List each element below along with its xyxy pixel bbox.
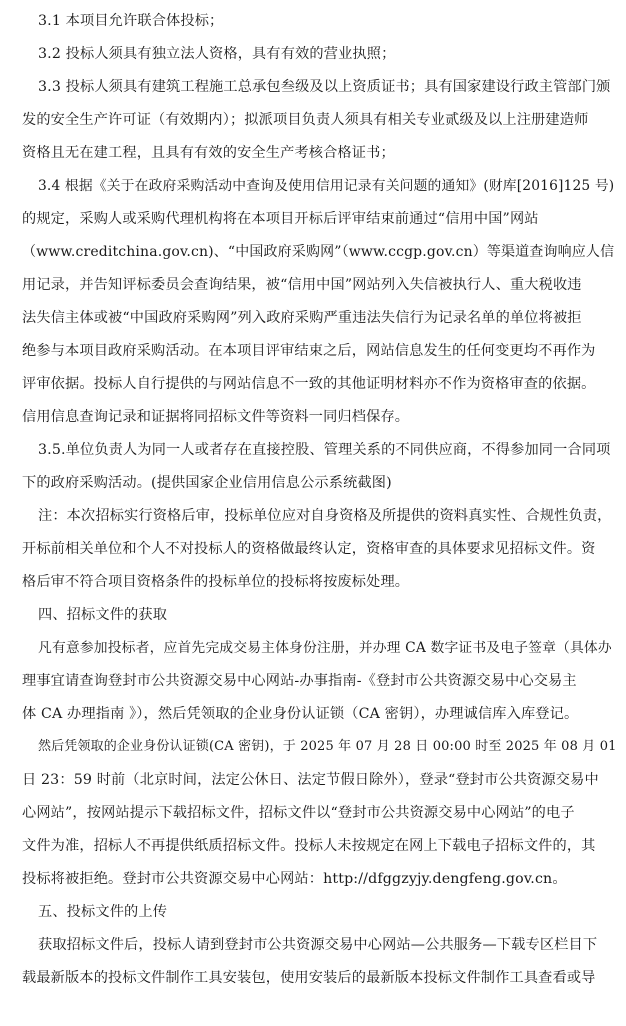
section-4-para-2-line-5: 投标将被拒绝。登封市公共资源交易中心网站：http://dfggzyjy.dengfeng.gov.cn。: [22, 871, 567, 887]
clause-3-5-line-1: 3.5.单位负责人为同一人或者存在直接控股、管理关系的不同供应商，不得参加同一合同项: [38, 442, 611, 458]
clause-3-4-line-6: 绝参与本项目政府采购活动。在本项目评审结束之后，网站信息发生的任何变更均不再作为: [22, 343, 596, 359]
clause-3-3-line-1: 3.3 投标人须具有建筑工程施工总承包叁级及以上资质证书；具有国家建设行政主管部门颁: [38, 79, 611, 95]
clause-3-3-line-3: 资格且无在建工程，且具有有效的安全生产考核合格证书；: [22, 145, 395, 161]
section-4-para-2-line-4: 文件为准，招标人不再提供纸质招标文件。投标人未按规定在网上下载电子招标文件的，其: [22, 838, 596, 854]
clause-3-2: 3.2 投标人须具有独立法人资格，具有有效的营业执照；: [38, 46, 396, 62]
section-4-para-1-line-1: 凡有意参加投标者，应首先完成交易主体身份注册，并办理 CA 数字证书及电子签章（具体办: [38, 640, 612, 656]
clause-3-4-line-2: 的规定，采购人或采购代理机构将在本项目开标后评审结束前通过“信用中国”网站: [22, 211, 539, 227]
section-4-para-1-line-3: 体 CA 办理指南 》），然后凭领取的企业身份认证锁（CA 密钥），办理诚信库入库登记。: [22, 706, 579, 722]
section-5-heading: 五、投标文件的上传: [38, 904, 168, 920]
clause-3-4-line-5: 法失信主体或被“中国政府采购网”列入政府采购严重违法失信行为记录名单的单位将被拒: [22, 310, 582, 326]
clause-3-4-line-7: 评审依据。投标人自行提供的与网站信息不一致的其他证明材料亦不作为资格审查的依据。: [22, 376, 596, 392]
section-4-heading: 四、招标文件的获取: [38, 607, 168, 623]
section-4-para-2-line-3: 心网站”，按网站提示下载招标文件，招标文件以“登封市公共资源交易中心网站”的电子: [22, 805, 575, 821]
note-line-2: 开标前相关单位和个人不对投标人的资格做最终认定，资格审查的具体要求见招标文件。资: [22, 541, 596, 557]
section-4-para-2-line-2: 日 23：59 时前（北京时间，法定公休日、法定节假日除外），登录“登封市公共资源交易中: [22, 772, 599, 788]
section-4-para-2-line-1: 然后凭领取的企业身份认证锁(CA 密钥)，于 2025 年 07 月 28 日 00:00 时至 2025 年 08 月 01: [38, 739, 617, 754]
section-5-para-line-2: 载最新版本的投标文件制作工具安装包，使用安装后的最新版本投标文件制作工具查看或导: [22, 970, 596, 986]
clause-3-4-line-4: 用记录，并告知评标委员会查询结果，被“信用中国”网站列入失信被执行人、重大税收违: [22, 277, 582, 293]
section-5-para-line-1: 获取招标文件后，投标人请到登封市公共资源交易中心网站—公共服务—下载专区栏目下: [38, 937, 598, 953]
clause-3-3-line-2: 发的安全生产许可证（有效期内）；拟派项目负责人须具有相关专业贰级及以上注册建造师: [22, 112, 589, 128]
clause-3-1: 3.1 本项目允许联合体投标；: [38, 13, 224, 29]
clause-3-4-line-8: 信用信息查询记录和证据将同招标文件等资料一同归档保存。: [22, 409, 410, 425]
section-4-para-1-line-2: 理事宜请查询登封市公共资源交易中心网站-办事指南-《登封市公共资源交易中心交易主: [22, 673, 577, 689]
clause-3-4-line-1: 3.4 根据《关于在政府采购活动中查询及使用信用记录有关问题的通知》(财库[2016]125 号): [38, 178, 615, 194]
note-line-3: 格后审不符合项目资格条件的投标单位的投标将按废标处理。: [22, 574, 410, 590]
clause-3-5-line-2: 下的政府采购活动。(提供国家企业信用信息公示系统截图): [22, 475, 392, 491]
note-line-1: 注：本次招标实行资格后审，投标单位应对自身资格及所提供的资料真实性、合规性负责，: [38, 508, 612, 524]
clause-3-4-line-3: （www.creditchina.gov.cn)、“中国政府采购网”（www.ccgp.gov.cn）等渠道查询响应人信: [22, 244, 615, 260]
